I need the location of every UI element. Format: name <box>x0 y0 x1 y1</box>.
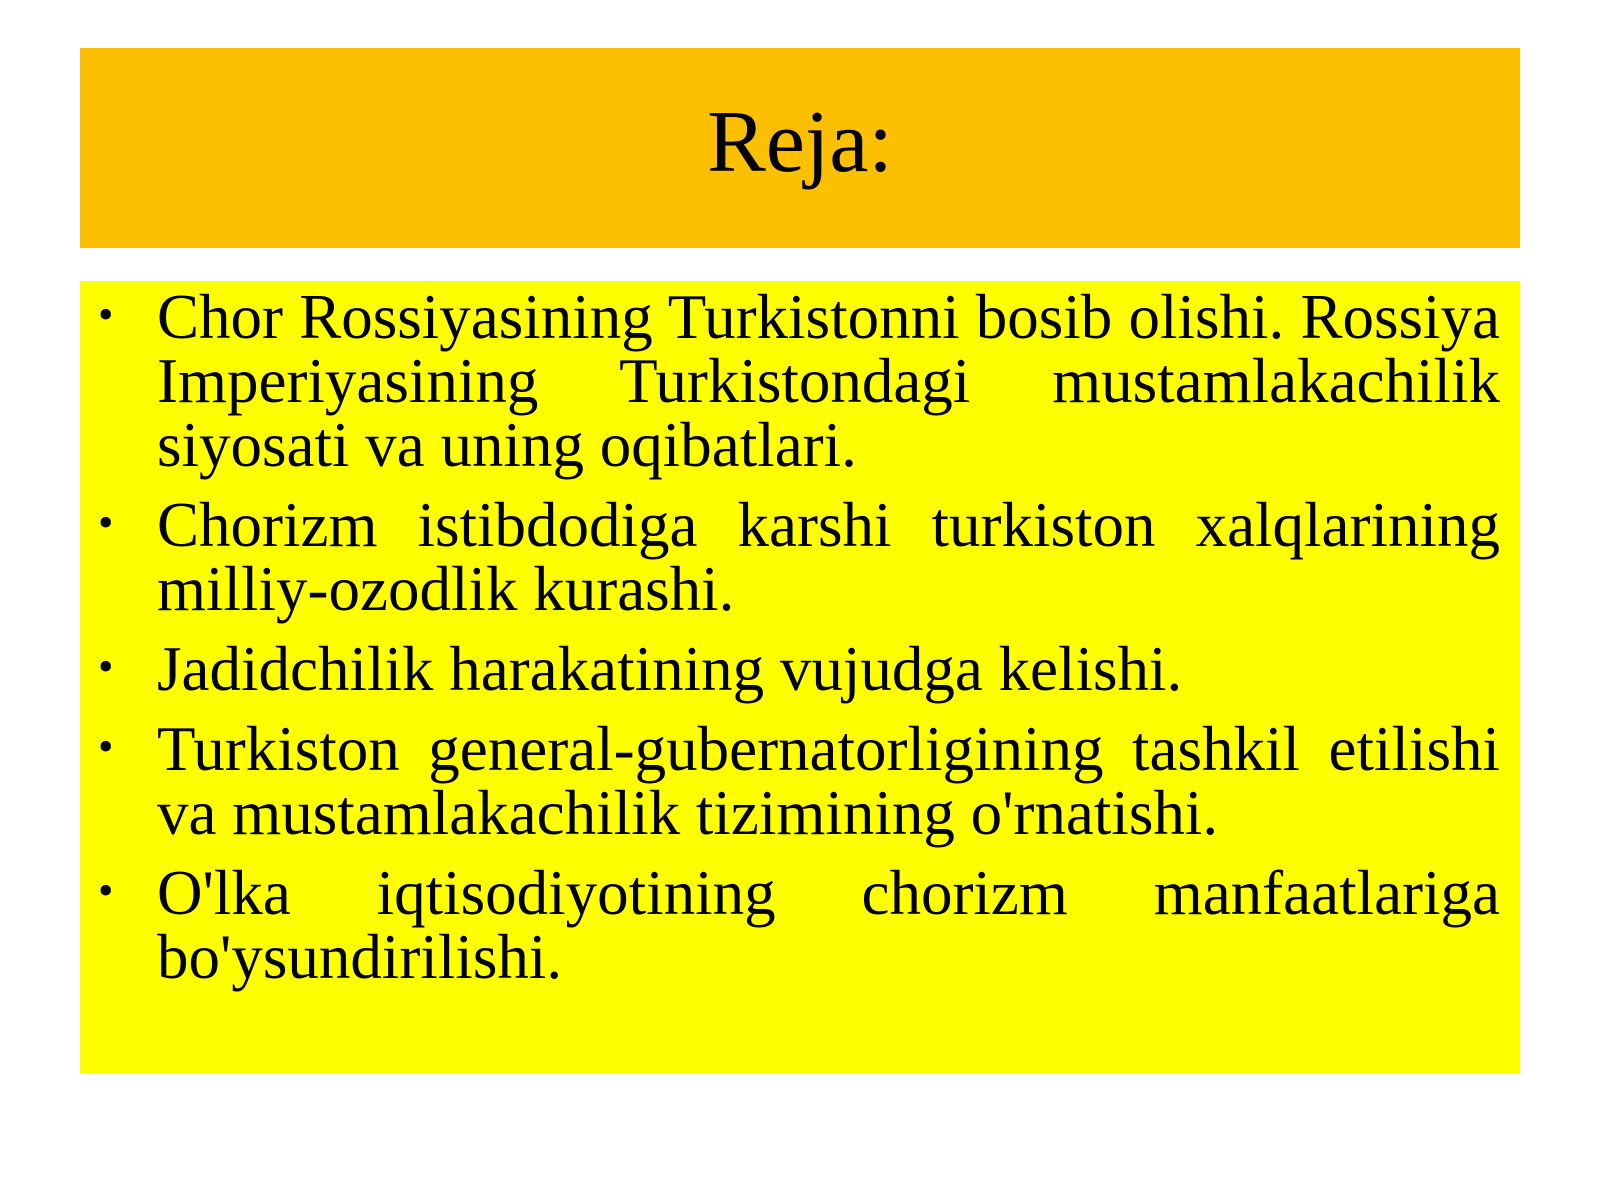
bullet-item <box>80 858 1500 992</box>
bullet-item <box>80 490 1500 624</box>
bullet-item <box>80 714 1500 848</box>
slide-title: Reja: <box>707 94 893 191</box>
bullet-icon: • <box>98 866 114 915</box>
bullet-item <box>80 634 1500 704</box>
bullet-icon: • <box>98 722 114 771</box>
bullet-icon: • <box>98 498 114 547</box>
bullet-icon: • <box>98 290 114 339</box>
bullet-text: Chor Rossiyasining Turkistonni bosib olishi. Rossiya Imperiyasining Turkistondagi mustamlakachilik siyosati va uning oqibatlari. <box>157 282 1500 480</box>
bullet-text: O'lka iqtisodiyotining chorizm manfaatlariga bo'ysundirilishi. <box>157 858 1500 992</box>
title-banner <box>80 48 1520 248</box>
bullet-icon: • <box>98 642 114 691</box>
bullet-list <box>80 282 1500 992</box>
bullet-text: Chorizm istibdodiga karshi turkiston xalqlarining milliy-ozodlik kurashi. <box>157 490 1500 624</box>
bullet-item <box>80 282 1500 480</box>
content-panel <box>80 281 1520 1073</box>
bullet-text: Turkiston general-gubernatorligining tashkil etilishi va mustamlakachilik tizimining o'rnatishi. <box>157 714 1500 848</box>
bullet-text: Jadidchilik harakatining vujudga kelishi. <box>157 634 1183 704</box>
